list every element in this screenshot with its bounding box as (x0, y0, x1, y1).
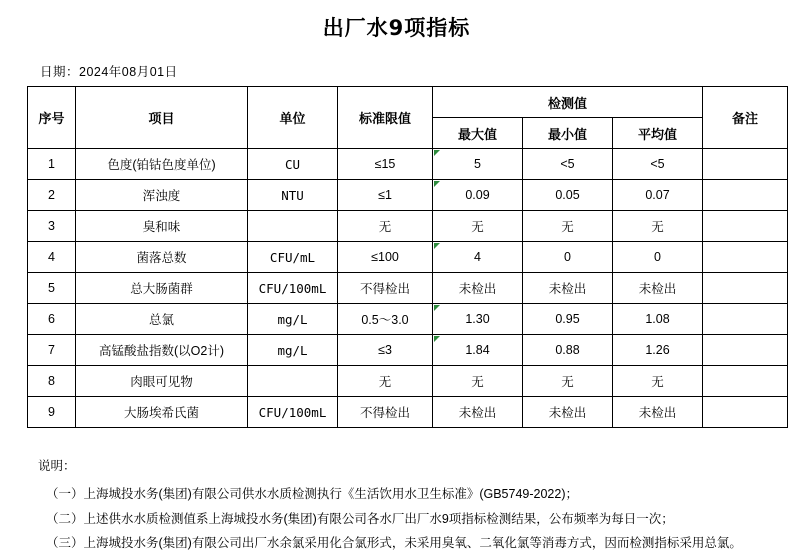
cell-min: 0.05 (523, 180, 613, 211)
cell-no: 2 (28, 180, 76, 211)
cell-remark (703, 180, 788, 211)
cell-max: 1.84 (433, 335, 523, 366)
cell-no: 8 (28, 366, 76, 397)
cell-min: 未检出 (523, 397, 613, 428)
cell-max: 未检出 (433, 397, 523, 428)
cell-item: 菌落总数 (76, 242, 248, 273)
table-header (28, 87, 788, 149)
cell-max: 4 (433, 242, 523, 273)
cell-item: 总氯 (76, 304, 248, 335)
header-limit: 标准限值 (338, 87, 433, 149)
cell-limit: 无 (338, 211, 433, 242)
cell-limit: 0.5～3.0 (338, 304, 433, 335)
table-row (28, 180, 788, 211)
table-header-row-1 (28, 87, 788, 118)
cell-unit: mg/L (248, 335, 338, 366)
cell-no: 7 (28, 335, 76, 366)
cell-remark (703, 397, 788, 428)
cell-limit: 不得检出 (338, 273, 433, 304)
header-item: 项目 (76, 87, 248, 149)
cell-max: 无 (433, 366, 523, 397)
cell-min: 0.95 (523, 304, 613, 335)
cell-unit: CFU/100mL (248, 273, 338, 304)
header-unit: 单位 (248, 87, 338, 149)
table-row (28, 335, 788, 366)
cell-limit: 不得检出 (338, 397, 433, 428)
cell-remark (703, 211, 788, 242)
cell-no: 9 (28, 397, 76, 428)
header-remark: 备注 (703, 87, 788, 149)
cell-avg: 未检出 (613, 273, 703, 304)
note-line: （二）上述供水水质检测值系上海城投水务(集团)有限公司各水厂出厂水9项指标检测结果，公布频率为每日一次； (46, 511, 674, 526)
header-no: 序号 (28, 87, 76, 149)
water-quality-table (27, 86, 788, 428)
table-body (28, 149, 788, 428)
cell-unit: CFU/mL (248, 242, 338, 273)
cell-unit: CFU/100mL (248, 397, 338, 428)
cell-unit: CU (248, 149, 338, 180)
cell-item: 色度(铂钴色度单位) (76, 149, 248, 180)
cell-avg: 1.08 (613, 304, 703, 335)
table-row (28, 366, 788, 397)
cell-avg: 无 (613, 211, 703, 242)
cell-avg: 未检出 (613, 397, 703, 428)
cell-avg: 0.07 (613, 180, 703, 211)
cell-no: 1 (28, 149, 76, 180)
header-min: 最小值 (523, 118, 613, 149)
cell-max: 无 (433, 211, 523, 242)
cell-no: 4 (28, 242, 76, 273)
header-max: 最大值 (433, 118, 523, 149)
cell-avg: 无 (613, 366, 703, 397)
cell-no: 5 (28, 273, 76, 304)
cell-avg: 0 (613, 242, 703, 273)
cell-remark (703, 273, 788, 304)
cell-limit: ≤100 (338, 242, 433, 273)
cell-remark (703, 335, 788, 366)
cell-item: 高锰酸盐指数(以O2计) (76, 335, 248, 366)
cell-limit: ≤15 (338, 149, 433, 180)
cell-unit: NTU (248, 180, 338, 211)
cell-max: 0.09 (433, 180, 523, 211)
cell-item: 总大肠菌群 (76, 273, 248, 304)
table-row (28, 273, 788, 304)
cell-item: 浑浊度 (76, 180, 248, 211)
cell-item: 臭和味 (76, 211, 248, 242)
cell-no: 6 (28, 304, 76, 335)
cell-avg: <5 (613, 149, 703, 180)
notes-title: 说明： (38, 459, 76, 473)
cell-remark (703, 242, 788, 273)
cell-limit: 无 (338, 366, 433, 397)
header-avg: 平均值 (613, 118, 703, 149)
cell-max: 未检出 (433, 273, 523, 304)
table-row (28, 304, 788, 335)
cell-unit (248, 366, 338, 397)
page-title: 出厂水9项指标 (322, 16, 471, 40)
cell-item: 肉眼可见物 (76, 366, 248, 397)
cell-item: 大肠埃希氏菌 (76, 397, 248, 428)
notes-section (38, 454, 793, 556)
cell-min: 0.88 (523, 335, 613, 366)
table-row (28, 211, 788, 242)
header-detected-group: 检测值 (433, 87, 703, 118)
cell-unit: mg/L (248, 304, 338, 335)
cell-remark (703, 149, 788, 180)
cell-limit: ≤1 (338, 180, 433, 211)
cell-no: 3 (28, 211, 76, 242)
cell-remark (703, 366, 788, 397)
table-row (28, 397, 788, 428)
cell-limit: ≤3 (338, 335, 433, 366)
cell-remark (703, 304, 788, 335)
cell-max: 5 (433, 149, 523, 180)
cell-max: 1.30 (433, 304, 523, 335)
note-line: （三）上海城投水务(集团)有限公司出厂水余氯采用化合氯形式，未采用臭氧、二氧化氯等消毒方式，因而检测指标采用总氯。 (46, 536, 742, 551)
cell-min: 无 (523, 211, 613, 242)
note-line: （一）上海城投水务(集团)有限公司供水水质检测执行《生活饮用水卫生标准》(GB5749-2022)； (46, 487, 578, 502)
cell-avg: 1.26 (613, 335, 703, 366)
cell-min: 无 (523, 366, 613, 397)
cell-min: 0 (523, 242, 613, 273)
cell-unit (248, 211, 338, 242)
table-row (28, 242, 788, 273)
report-date: 日期：2024年08月01日 (40, 65, 178, 79)
cell-min: 未检出 (523, 273, 613, 304)
table-row (28, 149, 788, 180)
cell-min: <5 (523, 149, 613, 180)
